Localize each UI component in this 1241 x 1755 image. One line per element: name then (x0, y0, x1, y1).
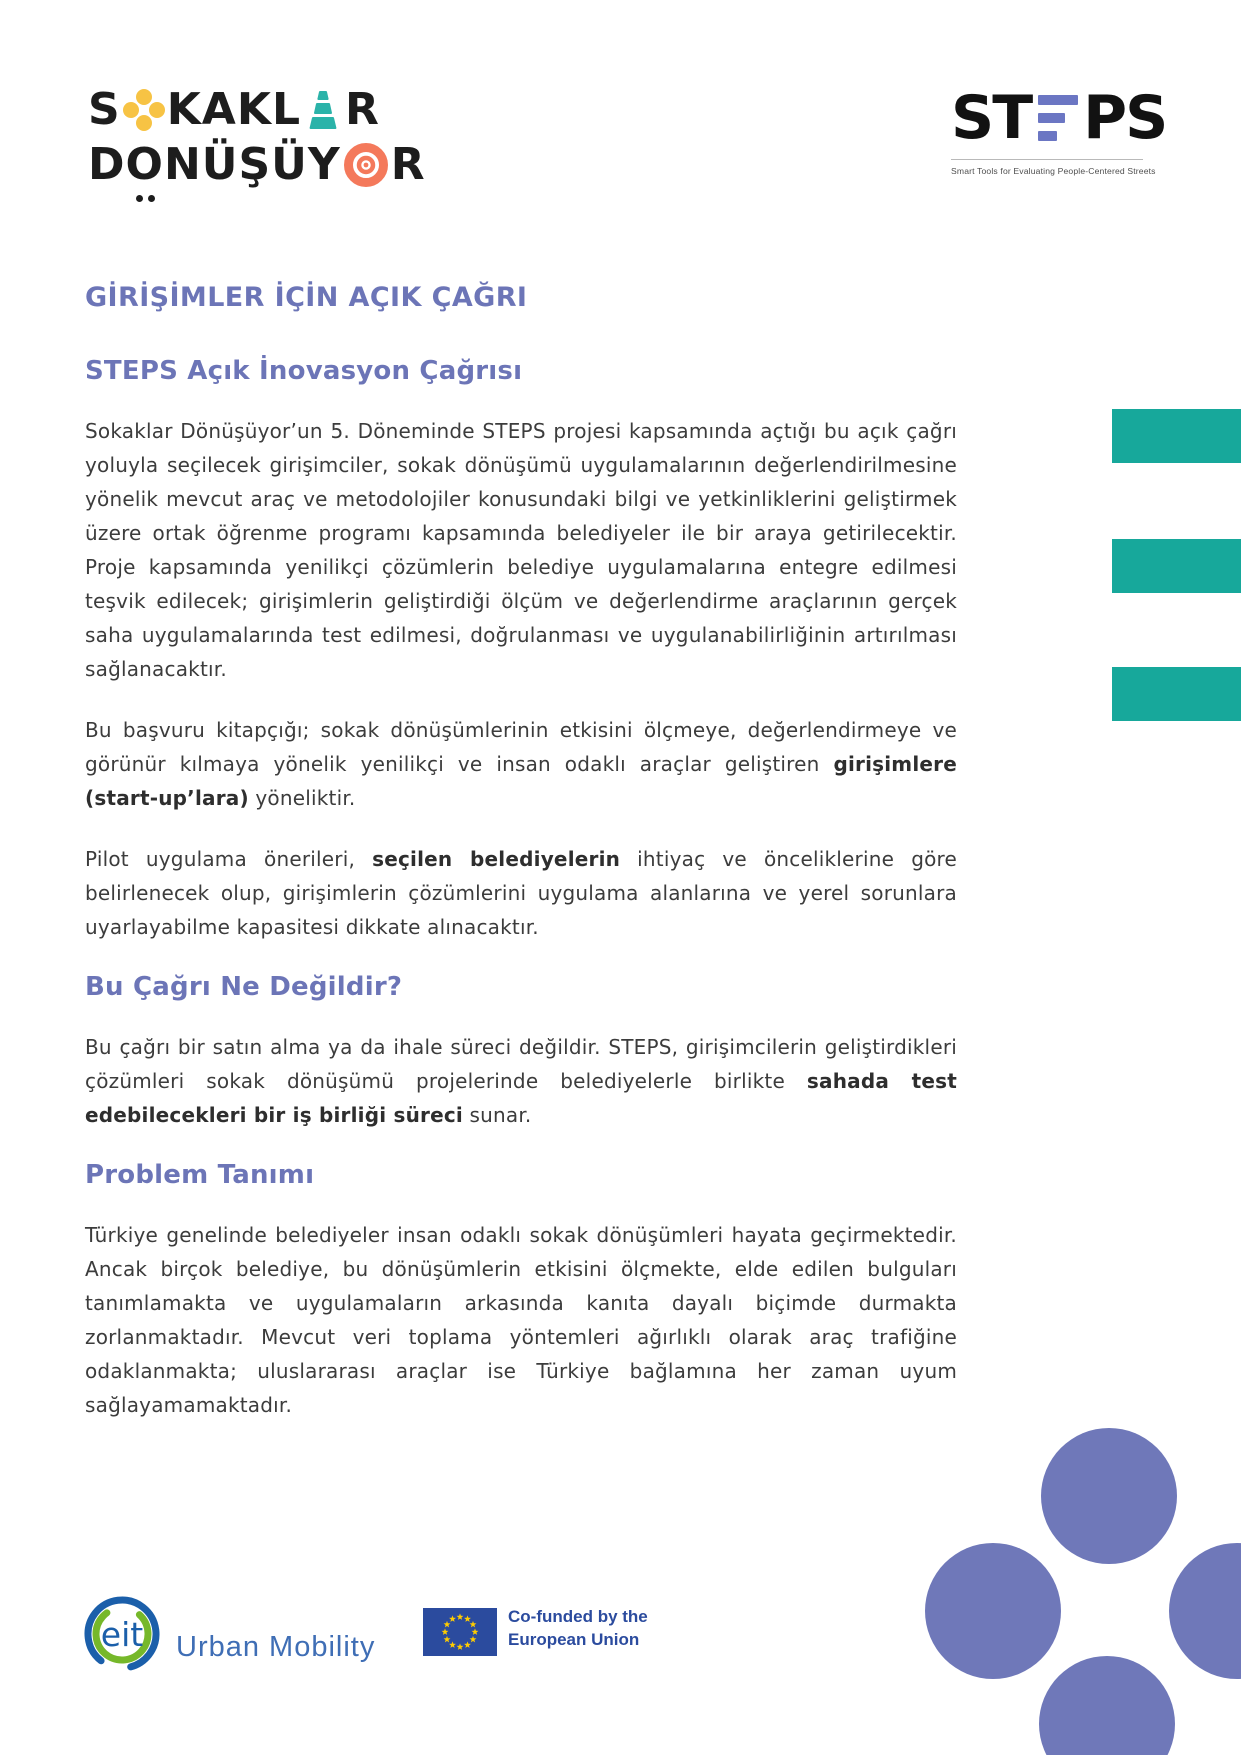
brand-letters: KAKL (166, 84, 301, 135)
section-heading-inovasyon-cagrisi: STEPS Açık İnovasyon Çağrısı (85, 356, 523, 386)
steps-wordmark (951, 83, 1167, 153)
steps-tagline: Smart Tools for Evaluating People-Centered Streets (951, 166, 1156, 176)
decor-circle (1169, 1543, 1241, 1679)
brand-letter: D (88, 139, 126, 190)
paragraph: Bu çağrı bir satın alma ya da ihale süreci değildir. STEPS, girişimcilerin geliştirdikleri çözümleri sokak dönüşümü projelerinde belediyelerle birlikte sahada test edebilecekleri bir iş birliği süreci sunar. (85, 1035, 957, 1127)
brand-letter: R (344, 84, 380, 135)
svg-text:eit: eit (100, 1615, 144, 1654)
eu-flag-icon (423, 1608, 497, 1656)
steps-e-bars-icon (1038, 95, 1078, 141)
eu-cofunded-label: Co-funded by the European Union (508, 1607, 648, 1649)
paragraph: Türkiye genelinde belediyeler insan odaklı sokak dönüşümleri hayata geçirmektedir. Ancak birçok belediye, bu dönüşümlerin etkisini ölçmekte, elde edilen bulguları tanımlamakta ve uygulamaların arkasında kanıta dayalı biçimde durmakta zorlanmaktadır. Mevcut veri toplama yöntemleri ağırlıklı olarak araç trafiğine odaklanmakta; uluslararası araçlar ise Türkiye bağlamına her zaman uyum sağlayamamaktadır. (85, 1223, 957, 1417)
section-heading-problem-tanimi: Problem Tanımı (85, 1160, 315, 1190)
document-body (85, 282, 957, 1449)
eit-circle-icon (84, 1592, 166, 1688)
brand-letter-o-underdots: O (126, 139, 164, 191)
paragraph: Sokaklar Dönüşüyor’un 5. Döneminde STEPS projesi kapsamında açtığı bu açık çağrı yoluyla seçilecek girişimciler, sokak dönüşümü uygulamalarının değerlendirilmesine yönelik mevcut araç ve metodolojiler konusundaki bilgi ve yetkinliklerini geliştirmek üzere ortak öğrenme programı kapsamında belediyeler ile bir araya getirilecektir. Proje kapsamında yenilikçi çözümlerin belediye uygulamalarına entegre edilmesi teşvik edilecek; girişimlerin geliştirdiği ölçüm ve değerlendirme araçlarının gerçek saha uygulamalarında test edilmesi, doğrulanması ve uygulanabilirliğinin artırılması sağlanacaktır. (85, 419, 957, 681)
steps-letters-ps: PS (1083, 83, 1167, 153)
paragraph: Bu başvuru kitapçığı; sokak dönüşümlerinin etkisini ölçmeye, değerlendirmeye ve görünür kılmaya yönelik yenilikçi ve insan odaklı araçlar geliştiren girişimlere (start-up’lara) yöneliktir. (85, 718, 957, 810)
brand-letter: S (88, 84, 121, 135)
eu-cofunded-logo (423, 1608, 648, 1656)
brand-line-1 (88, 84, 426, 136)
decor-teal-bar (1112, 539, 1241, 593)
steps-logo (951, 83, 1167, 176)
decor-circle (925, 1543, 1061, 1679)
eit-urban-mobility-logo (84, 1592, 375, 1688)
brand-letters: NÜŞÜY (163, 139, 341, 190)
decor-teal-bar (1112, 409, 1241, 463)
steps-letters-st: ST (951, 83, 1032, 153)
paragraph: Pilot uygulama önerileri, seçilen belediyelerin ihtiyaç ve önceliklerine göre belirlenecek olup, girişimlerin çözümlerini uygulama alanlarına ve yerel sorunlara uyarlayabilme kapasitesi dikkate alınacaktır. (85, 847, 958, 939)
sokaklar-donusuyor-logo (88, 84, 426, 191)
section-heading-ne-degildir: Bu Çağrı Ne Değildir? (85, 972, 403, 1002)
decor-circle (1041, 1428, 1177, 1564)
steps-divider (951, 159, 1143, 160)
target-rings-icon (343, 142, 389, 188)
traffic-cone-icon (304, 88, 342, 132)
flower-dots-icon (123, 89, 165, 131)
eit-label: Urban Mobility (176, 1630, 376, 1663)
decor-teal-bar (1112, 667, 1241, 721)
page-title: GİRİŞİMLER İÇİN AÇIK ÇAĞRI (85, 282, 528, 313)
decor-circle (1039, 1656, 1175, 1755)
brand-line-2 (88, 139, 426, 191)
brand-letter: R (390, 139, 426, 190)
